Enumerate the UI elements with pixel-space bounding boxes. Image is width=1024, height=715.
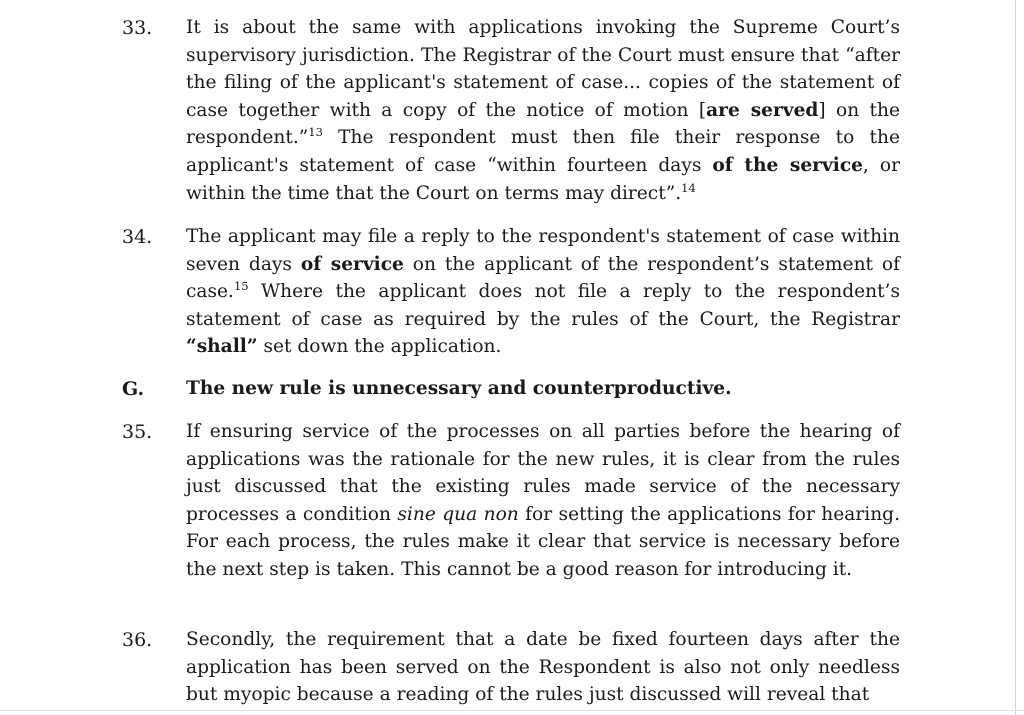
paragraph-body xyxy=(186,418,900,584)
paragraph-text: ] on the respondent.” xyxy=(186,99,900,149)
paragraph-body xyxy=(186,626,900,709)
footnote-reference[interactable]: 13 xyxy=(308,125,323,140)
paragraph-number: 33. xyxy=(122,17,153,39)
emphasis-text: “shall” xyxy=(186,336,258,358)
paragraph-text: on the applicant of the respondent’s statement of case. xyxy=(186,253,900,303)
page-bottom-divider xyxy=(0,710,1024,711)
paragraph-number: 35. xyxy=(122,421,153,443)
emphasis-text: of service xyxy=(300,253,404,275)
page-edge-divider xyxy=(1015,0,1016,715)
paragraph-body xyxy=(186,14,900,207)
paragraph-number: 36. xyxy=(122,629,153,651)
emphasis-text: are served xyxy=(706,99,819,121)
latin-phrase: sine qua non xyxy=(397,503,519,525)
footnote-reference[interactable]: 14 xyxy=(681,180,696,195)
paragraph-text: Where the applicant does not file a reply to the respondent’s statement of case as required by the rules of the Court, the Registrar xyxy=(186,281,900,330)
section-letter: G. xyxy=(122,378,145,400)
paragraph-text: The applicant may file a reply to the respondent's statement of case within seven days xyxy=(186,226,900,275)
section-title: The new rule is unnecessary and counterproductive. xyxy=(186,378,732,399)
footnote-reference[interactable]: 15 xyxy=(233,279,249,293)
paragraph-text: It is about the same with applications invoking the Supreme Court’s supervisory jurisdiction. The Registrar of the Court must ensure that “after the filing of the applicant's statement of case... copies of the statement of case together with a copy of the notice of motion [ xyxy=(186,17,900,121)
paragraph-body xyxy=(186,223,900,361)
emphasis-text: of the service xyxy=(712,154,863,176)
paragraph-text: The respondent must then file their response to the applicant's statement of case “within fourteen days xyxy=(186,127,900,176)
paragraph-text: for setting the applications for hearing. For each process, the rules make it clear that service is necessary before the next step is taken. This cannot be a good reason for introducing it. xyxy=(186,503,900,580)
paragraph-text: Secondly, the requirement that a date be fixed fourteen days after the application has been served on the Respondent is also not only needless but myopic because a reading of the rules just discussed will reveal that xyxy=(186,629,900,706)
paragraph-text: If ensuring service of the processes on all parties before the hearing of applications was the rationale for the new rules, it is clear from the rules just discussed that the existing rules made service of the necessary processes a condition xyxy=(186,421,900,525)
paragraph-number: 34. xyxy=(122,226,153,248)
paragraph-text: set down the application. xyxy=(257,336,502,358)
paragraph-text: , or within the time that the Court on terms may direct”. xyxy=(186,154,901,204)
